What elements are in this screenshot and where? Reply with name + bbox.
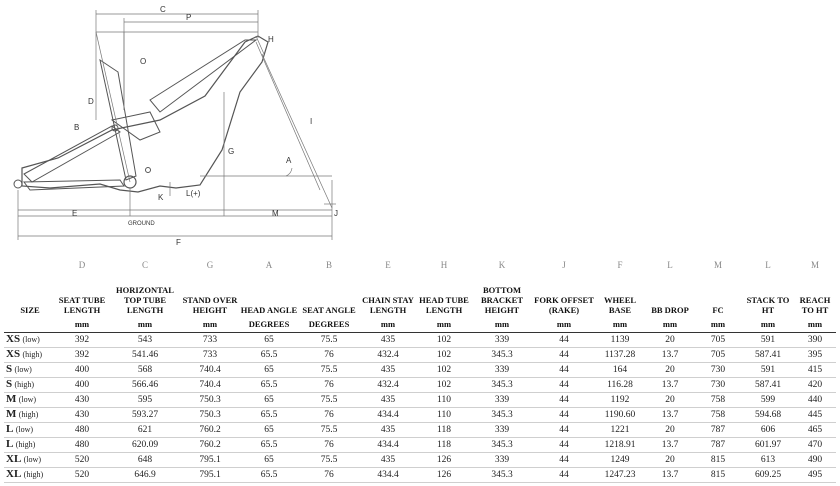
table-cell: 601.97 — [742, 438, 794, 453]
table-cell: 75.5 — [300, 333, 358, 348]
size-cell — [4, 348, 56, 363]
size-cell — [4, 423, 56, 438]
table-cell: 392 — [56, 348, 108, 363]
table-cell: 599 — [742, 393, 794, 408]
table-cell: 594.68 — [742, 408, 794, 423]
table-cell: 65 — [238, 393, 300, 408]
table-cell: 102 — [418, 348, 470, 363]
col-letter: L — [667, 260, 673, 270]
table-row — [4, 408, 836, 423]
table-cell: 345.3 — [470, 408, 534, 423]
table-cell: 1192 — [594, 393, 646, 408]
table-cell: 65 — [238, 333, 300, 348]
table-cell: 75.5 — [300, 363, 358, 378]
col-header: HEAD ANGLE — [240, 305, 298, 315]
label-m: M — [272, 209, 279, 218]
label-j: J — [334, 209, 338, 218]
table-cell: 435 — [358, 453, 418, 468]
table-cell: 44 — [534, 333, 594, 348]
label-o: O — [140, 57, 147, 66]
col-unit: mm — [470, 315, 534, 333]
table-cell: 44 — [534, 468, 594, 483]
table-cell: 434.4 — [358, 438, 418, 453]
table-cell: 432.4 — [358, 378, 418, 393]
rear-axle — [14, 180, 22, 188]
size-cell — [4, 438, 56, 453]
label-f: F — [176, 238, 181, 247]
chain-stay — [24, 180, 124, 190]
size-cell — [4, 468, 56, 483]
table-cell: 44 — [534, 453, 594, 468]
table-cell: 593.27 — [108, 408, 182, 423]
col-unit: mm — [646, 315, 694, 333]
table-cell: 568 — [108, 363, 182, 378]
table-cell: 1249 — [594, 453, 646, 468]
size-variant: (high) — [14, 380, 35, 389]
table-cell: 733 — [182, 348, 238, 363]
col-letter: G — [206, 260, 214, 270]
label-l-plus: L(+) — [186, 189, 201, 198]
label-k: K — [158, 193, 164, 202]
table-cell: 20 — [646, 363, 694, 378]
table-cell: 390 — [794, 333, 836, 348]
table-cell: 750.3 — [182, 408, 238, 423]
table-cell: 1139 — [594, 333, 646, 348]
size-variant: (low) — [22, 335, 40, 344]
table-cell: 606 — [742, 423, 794, 438]
size-variant: (high) — [23, 470, 44, 479]
table-cell: 65 — [238, 453, 300, 468]
table-cell: 76 — [300, 438, 358, 453]
table-cell: 126 — [418, 453, 470, 468]
size-label: L — [6, 423, 14, 435]
size-label: XS — [6, 348, 21, 360]
col-header: HEAD TUBE LENGTH — [419, 295, 469, 315]
table-cell: 750.3 — [182, 393, 238, 408]
table-cell: 102 — [418, 378, 470, 393]
table-cell: 543 — [108, 333, 182, 348]
table-cell: 20 — [646, 333, 694, 348]
size-variant: (high) — [15, 440, 36, 449]
col-unit: mm — [694, 315, 742, 333]
table-cell: 758 — [694, 408, 742, 423]
table-cell: 75.5 — [300, 393, 358, 408]
col-unit: mm — [108, 315, 182, 333]
label-b: B — [74, 123, 80, 132]
table-row — [4, 348, 836, 363]
table-cell: 13.7 — [646, 348, 694, 363]
size-label: S — [6, 363, 13, 375]
table-cell: 110 — [418, 393, 470, 408]
size-variant: (high) — [22, 350, 42, 359]
table-cell: 339 — [470, 333, 534, 348]
table-cell: 118 — [418, 438, 470, 453]
col-letter: M — [713, 260, 722, 270]
col-unit: mm — [794, 315, 836, 333]
table-cell: 44 — [534, 363, 594, 378]
table-cell: 76 — [300, 468, 358, 483]
col-unit: mm — [534, 315, 594, 333]
geometry-table-body — [4, 333, 836, 483]
label-p: P — [186, 13, 192, 22]
table-cell: 65 — [238, 363, 300, 378]
col-letter: L — [765, 260, 771, 270]
table-cell: 430 — [56, 393, 108, 408]
seat-tube — [100, 60, 136, 180]
table-cell: 102 — [418, 333, 470, 348]
table-cell: 815 — [694, 453, 742, 468]
label-g: G — [228, 147, 235, 156]
col-header: SEAT TUBE LENGTH — [58, 295, 106, 315]
col-unit: mm — [594, 315, 646, 333]
table-cell: 566.46 — [108, 378, 182, 393]
table-cell: 480 — [56, 438, 108, 453]
table-cell: 392 — [56, 333, 108, 348]
table-cell: 435 — [358, 363, 418, 378]
size-variant: (low) — [14, 365, 32, 374]
col-header: CHAIN STAY LENGTH — [362, 295, 414, 315]
col-header: SEAT ANGLE — [302, 305, 356, 315]
size-cell — [4, 453, 56, 468]
table-cell: 75.5 — [300, 453, 358, 468]
table-cell: 20 — [646, 423, 694, 438]
table-cell: 440 — [794, 393, 836, 408]
table-cell: 730 — [694, 363, 742, 378]
label-a: A — [286, 156, 292, 165]
table-cell: 164 — [594, 363, 646, 378]
table-cell: 20 — [646, 453, 694, 468]
size-label: S — [6, 378, 13, 390]
table-cell: 345.3 — [470, 468, 534, 483]
col-letter: M — [810, 260, 819, 270]
col-unit: mm — [742, 315, 794, 333]
table-row — [4, 438, 836, 453]
table-cell: 815 — [694, 468, 742, 483]
col-header: STAND OVER HEIGHT — [182, 295, 238, 315]
col-header: BOTTOM BRACKET HEIGHT — [480, 285, 524, 315]
col-letter: E — [385, 260, 391, 270]
table-cell: 345.3 — [470, 378, 534, 393]
table-cell: 65.5 — [238, 438, 300, 453]
table-cell: 758 — [694, 393, 742, 408]
table-cell: 44 — [534, 408, 594, 423]
table-cell: 740.4 — [182, 378, 238, 393]
col-letter: F — [617, 260, 623, 270]
table-cell: 75.5 — [300, 423, 358, 438]
table-row — [4, 363, 836, 378]
table-cell: 395 — [794, 348, 836, 363]
table-cell: 435 — [358, 423, 418, 438]
size-label: M — [6, 393, 17, 405]
table-cell: 1221 — [594, 423, 646, 438]
col-unit: mm — [358, 315, 418, 333]
label-d: D — [88, 97, 94, 106]
col-header: FC — [712, 305, 724, 315]
table-cell: 118 — [418, 423, 470, 438]
table-cell: 339 — [470, 363, 534, 378]
table-cell: 76 — [300, 348, 358, 363]
table-cell: 20 — [646, 393, 694, 408]
table-cell: 1218.91 — [594, 438, 646, 453]
table-cell: 591 — [742, 333, 794, 348]
table-cell: 65.5 — [238, 468, 300, 483]
size-cell — [4, 363, 56, 378]
table-cell: 621 — [108, 423, 182, 438]
table-cell: 102 — [418, 363, 470, 378]
table-cell: 76 — [300, 378, 358, 393]
table-cell: 705 — [694, 348, 742, 363]
table-cell: 13.7 — [646, 468, 694, 483]
table-cell: 730 — [694, 378, 742, 393]
table-cell: 13.7 — [646, 408, 694, 423]
size-cell — [4, 393, 56, 408]
label-c: C — [160, 5, 166, 14]
table-cell: 435 — [358, 333, 418, 348]
table-cell: 44 — [534, 378, 594, 393]
col-letter: C — [141, 260, 148, 270]
seat-stay — [24, 126, 120, 182]
column-header-row — [4, 275, 836, 315]
col-header: HORIZONTAL TOP TUBE LENGTH — [116, 285, 174, 315]
col-letter: J — [562, 260, 566, 270]
col-letter: D — [78, 260, 86, 270]
size-label: M — [6, 408, 17, 420]
table-cell: 1247.23 — [594, 468, 646, 483]
table-cell: 1190.60 — [594, 408, 646, 423]
table-cell: 44 — [534, 423, 594, 438]
table-cell: 609.25 — [742, 468, 794, 483]
table-cell: 591 — [742, 363, 794, 378]
col-unit: DEGREES — [300, 315, 358, 333]
table-cell: 733 — [182, 333, 238, 348]
table-cell: 795.1 — [182, 453, 238, 468]
table-cell: 480 — [56, 423, 108, 438]
size-label: XS — [6, 333, 21, 345]
col-unit: DEGREES — [238, 315, 300, 333]
table-cell: 620.09 — [108, 438, 182, 453]
table-cell: 432.4 — [358, 348, 418, 363]
table-cell: 1137.28 — [594, 348, 646, 363]
table-cell: 126 — [418, 468, 470, 483]
table-cell: 345.3 — [470, 438, 534, 453]
table-cell: 470 — [794, 438, 836, 453]
table-cell: 495 — [794, 468, 836, 483]
table-cell: 787 — [694, 438, 742, 453]
table-cell: 44 — [534, 348, 594, 363]
table-cell: 795.1 — [182, 468, 238, 483]
table-cell: 65.5 — [238, 378, 300, 393]
col-header: BB DROP — [651, 305, 689, 315]
table-cell: 648 — [108, 453, 182, 468]
table-cell: 116.28 — [594, 378, 646, 393]
table-cell: 520 — [56, 453, 108, 468]
table-row — [4, 453, 836, 468]
table-cell: 740.4 — [182, 363, 238, 378]
size-cell — [4, 408, 56, 423]
top-tube — [150, 40, 256, 112]
col-letter: H — [440, 260, 448, 270]
size-variant: (low) — [23, 455, 41, 464]
table-cell: 65 — [238, 423, 300, 438]
col-header: WHEEL BASE — [603, 295, 637, 315]
table-cell: 434.4 — [358, 468, 418, 483]
table-cell: 339 — [470, 423, 534, 438]
table-cell: 420 — [794, 378, 836, 393]
table-cell: 587.41 — [742, 348, 794, 363]
table-row — [4, 333, 836, 348]
col-header: STACK TO HT — [746, 295, 790, 315]
col-letter: A — [265, 260, 273, 270]
table-row — [4, 468, 836, 483]
col-header: REACH TO HT — [799, 295, 831, 315]
table-cell: 430 — [56, 408, 108, 423]
size-variant: (low) — [15, 425, 34, 434]
table-cell: 415 — [794, 363, 836, 378]
table-cell: 613 — [742, 453, 794, 468]
table-cell: 705 — [694, 333, 742, 348]
size-header: SIZE — [20, 305, 40, 315]
table-cell: 400 — [56, 363, 108, 378]
table-cell: 595 — [108, 393, 182, 408]
table-cell: 445 — [794, 408, 836, 423]
table-cell: 760.2 — [182, 438, 238, 453]
table-cell: 490 — [794, 453, 836, 468]
size-letter-cell — [4, 255, 56, 275]
dimension-letter-row — [4, 255, 836, 275]
table-cell: 44 — [534, 393, 594, 408]
table-row — [4, 393, 836, 408]
table-cell: 339 — [470, 453, 534, 468]
table-cell: 760.2 — [182, 423, 238, 438]
table-cell: 13.7 — [646, 438, 694, 453]
col-letter: K — [498, 260, 506, 270]
table-cell: 434.4 — [358, 408, 418, 423]
table-row — [4, 378, 836, 393]
size-label: L — [6, 438, 14, 450]
table-cell: 587.41 — [742, 378, 794, 393]
size-label: XL — [6, 453, 22, 465]
col-unit: mm — [182, 315, 238, 333]
size-unit-cell — [4, 315, 56, 333]
table-cell: 13.7 — [646, 378, 694, 393]
label-e: E — [72, 209, 78, 218]
size-label: XL — [6, 468, 22, 480]
table-cell: 345.3 — [470, 348, 534, 363]
size-variant: (low) — [18, 395, 37, 404]
label-h: H — [268, 35, 274, 44]
col-letter: B — [325, 260, 332, 270]
table-cell: 110 — [418, 408, 470, 423]
table-cell: 76 — [300, 408, 358, 423]
table-cell: 339 — [470, 393, 534, 408]
label-i: I — [310, 117, 313, 126]
table-cell: 646.9 — [108, 468, 182, 483]
shock-mount — [146, 168, 151, 173]
size-variant: (high) — [18, 410, 39, 419]
col-header: FORK OFFSET (RAKE) — [534, 295, 594, 315]
table-cell: 400 — [56, 378, 108, 393]
table-cell: 65.5 — [238, 348, 300, 363]
label-ground: GROUND — [128, 221, 155, 227]
table-cell: 65.5 — [238, 408, 300, 423]
geometry-table — [4, 255, 836, 483]
col-unit: mm — [418, 315, 470, 333]
unit-row — [4, 315, 836, 333]
table-cell: 520 — [56, 468, 108, 483]
table-cell: 541.46 — [108, 348, 182, 363]
table-cell: 44 — [534, 438, 594, 453]
dimension-lines — [18, 10, 336, 240]
table-cell: 787 — [694, 423, 742, 438]
col-unit: mm — [56, 315, 108, 333]
table-cell: 465 — [794, 423, 836, 438]
table-cell: 435 — [358, 393, 418, 408]
size-cell — [4, 333, 56, 348]
size-cell — [4, 378, 56, 393]
table-row — [4, 423, 836, 438]
